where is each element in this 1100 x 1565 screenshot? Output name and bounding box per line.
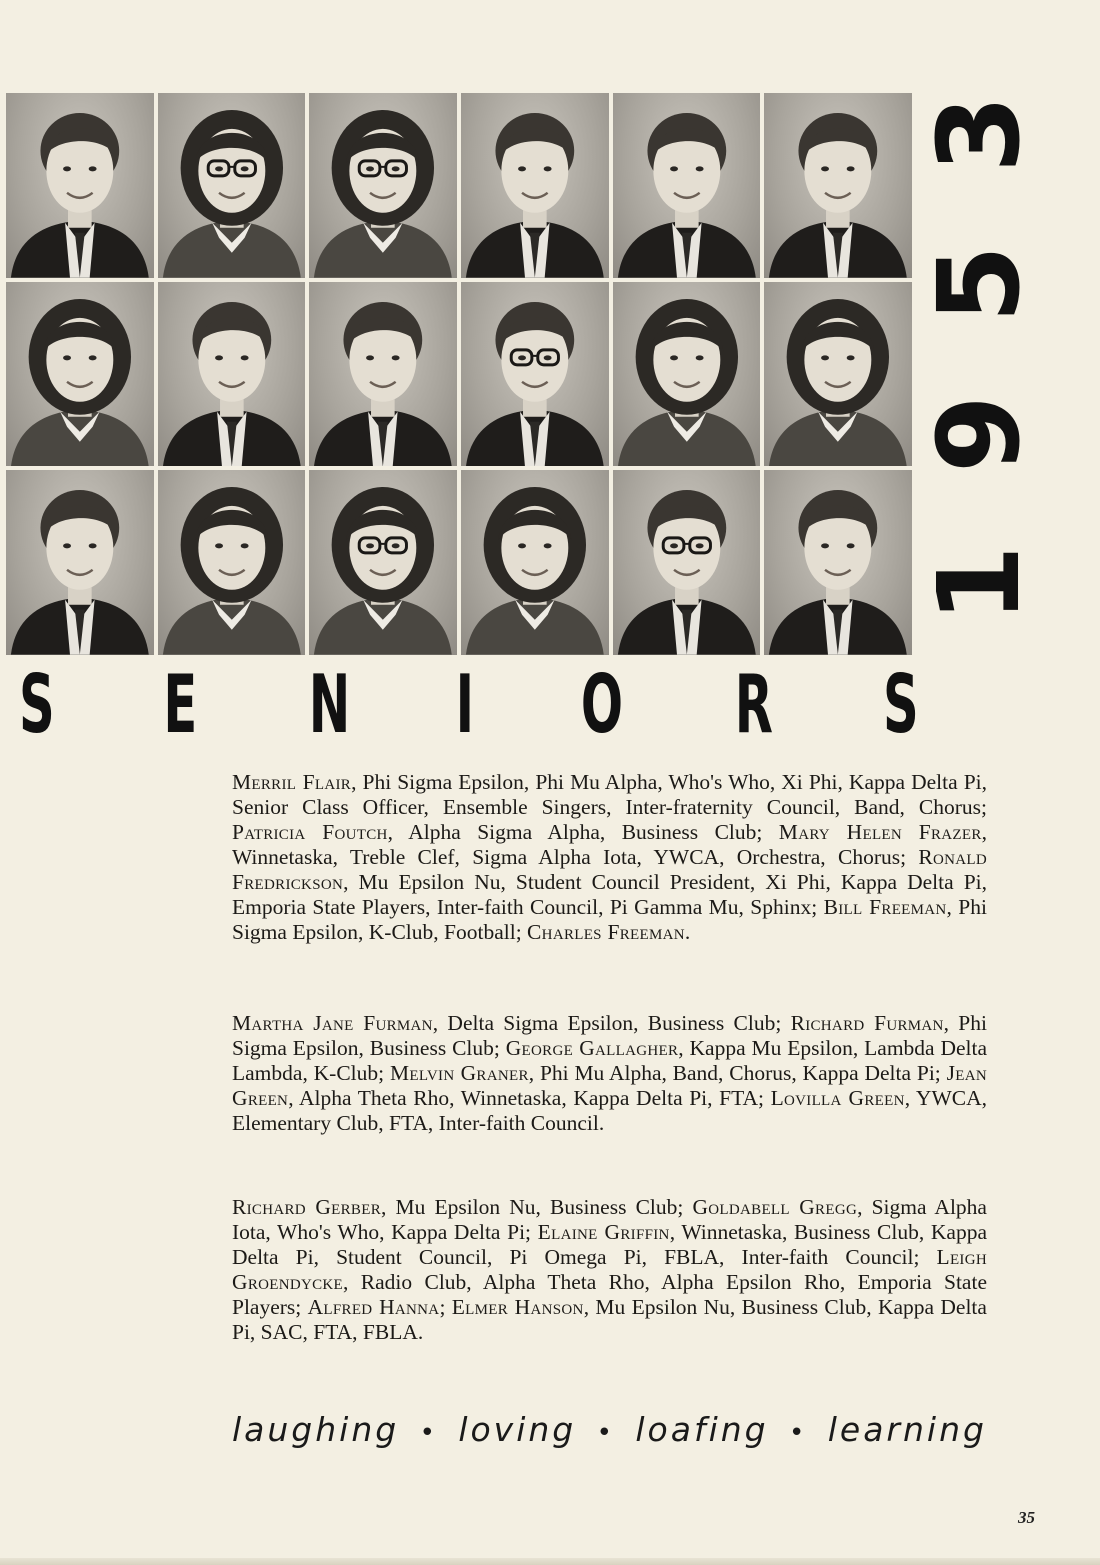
senior-portrait xyxy=(309,282,457,467)
student-activities: , Delta Sigma Epsilon, Business Club; xyxy=(432,1011,791,1035)
senior-portrait xyxy=(764,93,912,278)
student-activities: ; xyxy=(439,1295,452,1319)
tagline-word: learning xyxy=(827,1410,987,1449)
senior-portrait xyxy=(461,93,609,278)
heading-letter: I xyxy=(455,658,475,751)
senior-portrait xyxy=(6,282,154,467)
student-activities: . xyxy=(684,920,691,944)
tagline-word: laughing xyxy=(232,1410,400,1449)
senior-portrait xyxy=(6,470,154,655)
student-name: Jean Green xyxy=(232,1061,987,1110)
student-activities: , Phi Sigma Epsilon, K-Club, Football; xyxy=(232,895,987,944)
page-number: 35 xyxy=(1018,1508,1035,1527)
year-digit: 1 xyxy=(915,545,1045,623)
tagline-word: loafing xyxy=(635,1410,769,1449)
student-activities: , Alpha Theta Rho, Winnetaska, Kappa Delta Pi, FTA; xyxy=(288,1086,771,1110)
student-name: Ronald Fredrickson xyxy=(232,845,987,894)
year-digit: 3 xyxy=(915,95,1045,173)
year-vertical xyxy=(915,78,1045,678)
senior-portrait xyxy=(309,470,457,655)
student-name: Patricia Foutch xyxy=(232,820,388,844)
senior-portrait xyxy=(461,282,609,467)
student-name: Bill Freeman xyxy=(823,895,947,919)
senior-portrait xyxy=(6,93,154,278)
student-name: Alfred Hanna xyxy=(307,1295,440,1319)
heading-letter: S xyxy=(18,658,55,751)
heading-letter: E xyxy=(163,658,198,751)
tagline-separator: • xyxy=(596,1418,615,1448)
tagline-word: loving xyxy=(458,1410,577,1449)
student-name: Martha Jane Furman xyxy=(232,1011,433,1035)
student-activities: , Alpha Sigma Alpha, Business Club; xyxy=(387,820,779,844)
student-name: Goldabell Gregg xyxy=(692,1195,858,1219)
tagline xyxy=(232,1410,987,1456)
heading-letter: R xyxy=(734,658,774,751)
student-activities: , Winnetaska, Treble Clef, Sigma Alpha Iota, YWCA, Orchestra, Chorus; xyxy=(232,820,988,869)
student-name: Elmer Hanson xyxy=(451,1295,584,1319)
senior-portrait xyxy=(158,282,306,467)
student-activities: , Phi Sigma Epsilon, Phi Mu Alpha, Who's Who, Xi Phi, Kappa Delta Pi, Senior Class Officer, Ensemble Singers, Inter-fraternity Council, Band, Chorus; xyxy=(232,770,988,819)
student-activities: , Sigma Alpha Iota, Who's Who, Kappa Delta Pi; xyxy=(232,1195,987,1244)
student-activities: , Mu Epsilon Nu, Student Council President, Xi Phi, Kappa Delta Pi, Emporia State Players, Inter-faith Council, Pi Gamma Mu, Sphinx; xyxy=(232,870,987,919)
page-bottom-edge xyxy=(0,1558,1100,1565)
senior-bio-paragraph xyxy=(232,1195,987,1345)
student-name: Elaine Griffin xyxy=(537,1220,670,1244)
student-activities: , Mu Epsilon Nu, Business Club; xyxy=(381,1195,693,1219)
student-name: Mary Helen Frazer xyxy=(778,820,982,844)
student-activities: , Winnetaska, Business Club, Kappa Delta Pi, Student Council, Pi Omega Pi, FBLA, Inter-faith Council; xyxy=(232,1220,988,1269)
student-activities: , Radio Club, Alpha Theta Rho, Alpha Epsilon Rho, Emporia State Players; xyxy=(232,1270,987,1319)
student-name: Charles Freeman xyxy=(527,920,685,944)
student-name: Richard Furman xyxy=(790,1011,944,1035)
senior-portrait xyxy=(158,93,306,278)
heading-letter: S xyxy=(883,658,920,751)
senior-portrait xyxy=(158,470,306,655)
student-activities: , Mu Epsilon Nu, Business Club, Kappa Delta Pi, SAC, FTA, FBLA. xyxy=(232,1295,987,1344)
student-activities: , YWCA, Elementary Club, FTA, Inter-faith Council. xyxy=(232,1086,987,1135)
student-activities: , Kappa Mu Epsilon, Lambda Delta Lambda, K-Club; xyxy=(232,1036,988,1085)
senior-portrait xyxy=(309,93,457,278)
senior-portrait xyxy=(613,282,761,467)
senior-portrait xyxy=(613,470,761,655)
year-digit: 9 xyxy=(915,395,1045,473)
student-name: George Gallagher xyxy=(505,1036,679,1060)
senior-bio-paragraph xyxy=(232,1011,987,1136)
heading-letter: O xyxy=(580,658,623,751)
tagline-separator: • xyxy=(789,1418,808,1448)
tagline-separator: • xyxy=(419,1418,438,1448)
student-activities: , Phi Sigma Epsilon, Business Club; xyxy=(232,1011,987,1060)
senior-portrait xyxy=(764,470,912,655)
student-activities: , Phi Mu Alpha, Band, Chorus, Kappa Delta Pi; xyxy=(528,1061,947,1085)
senior-portrait xyxy=(613,93,761,278)
student-name: Merril Flair xyxy=(232,770,352,794)
student-name: Melvin Graner xyxy=(389,1061,529,1085)
seniors-heading xyxy=(0,660,940,750)
student-name: Lovilla Green xyxy=(770,1086,905,1110)
student-name: Leigh Groendycke xyxy=(232,1245,987,1294)
student-name: Richard Gerber xyxy=(232,1195,382,1219)
senior-portrait xyxy=(461,470,609,655)
heading-letter: N xyxy=(308,658,350,751)
year-digit: 5 xyxy=(915,245,1045,323)
senior-portrait-grid xyxy=(6,93,912,655)
senior-portrait xyxy=(764,282,912,467)
senior-bio-paragraph xyxy=(232,770,987,945)
